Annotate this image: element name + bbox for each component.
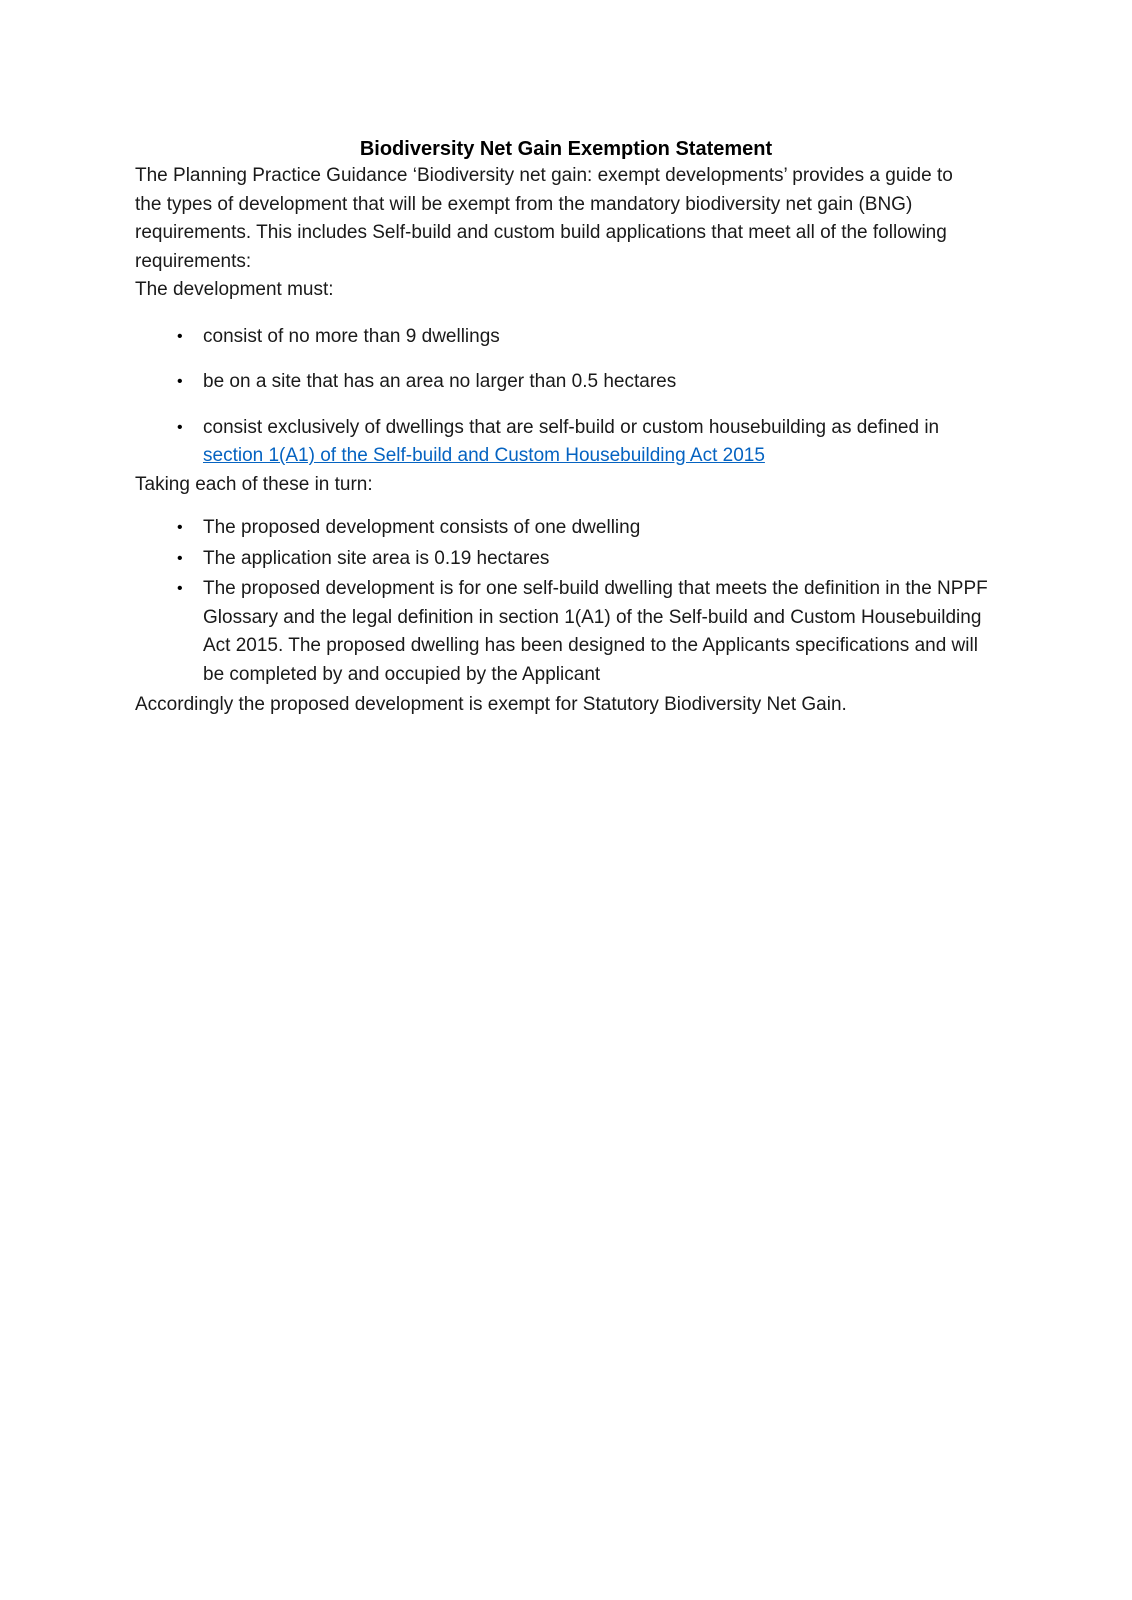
list-item: • consist of no more than 9 dwellings — [183, 323, 997, 352]
taking-in-turn-heading: Taking each of these in turn: — [135, 473, 373, 495]
list-item — [183, 414, 997, 471]
responses-list — [135, 514, 997, 689]
list-item: • The proposed development consists of one dwelling — [183, 514, 997, 543]
list-item: • The application site area is 0.19 hectares — [183, 545, 997, 574]
conclusion-paragraph: Accordingly the proposed development is exempt for Statutory Biodiversity Net Gain. — [135, 694, 847, 715]
requirements-list — [135, 323, 997, 471]
list-item-text: consist exclusively of dwellings that are self-build or custom housebuilding as defined in — [203, 416, 940, 438]
list-item: • The proposed development is for one self-build dwelling that meets the definition in the NPPF Glossary and the legal definition in section 1(A1) of the Self-build and Custom Housebuilding Act 2015. The proposed dwelling has been designed to the Applicants specifications and will be completed by and occupied by the Applicant — [183, 575, 997, 689]
list-item: • be on a site that has an area no larger than 0.5 hectares — [183, 368, 997, 397]
document-title: Biodiversity Net Gain Exemption Statement — [359, 138, 773, 160]
development-must-heading: The development must: — [135, 279, 334, 300]
intro-paragraph: The Planning Practice Guidance ‘Biodiversity net gain: exempt developments’ provides a guide to the types of development that will be exempt from the mandatory biodiversity net gain (BNG) requirements. This includes Self-build and custom build applications that meet all of the following requirements: — [135, 165, 953, 272]
self-build-act-link[interactable]: section 1(A1) of the Self-build and Custom Housebuilding Act 2015 — [203, 445, 765, 466]
